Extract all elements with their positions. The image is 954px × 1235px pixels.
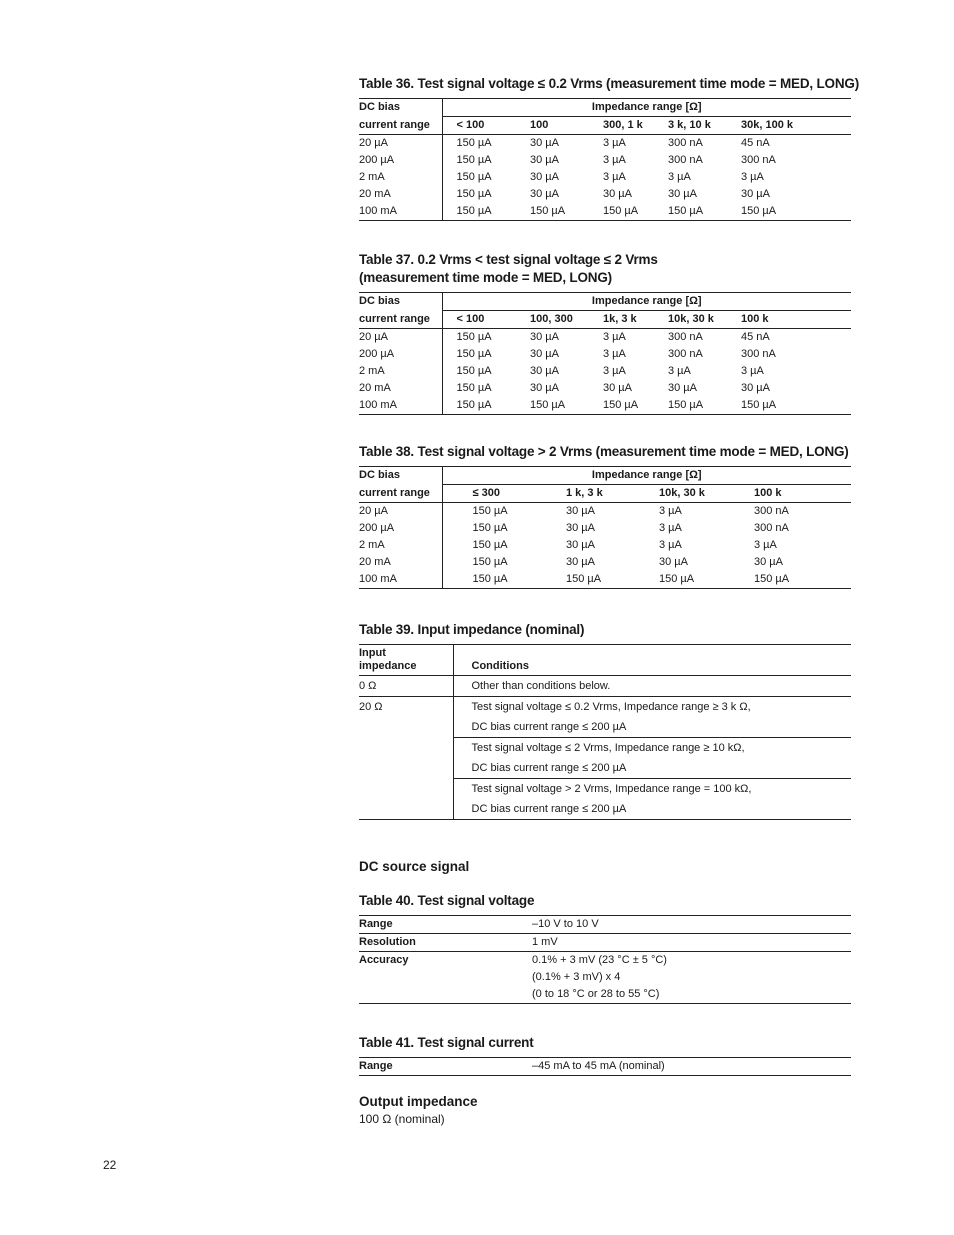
table-cell: 2 mA (359, 171, 385, 183)
table-cell: 30 µA (754, 556, 783, 568)
table-row (359, 537, 851, 554)
table-cell: 0.1% + 3 mV (23 °C ± 5 °C) (532, 952, 851, 970)
table39-header-line: Input (359, 647, 386, 659)
table38-col-header: ≤ 300 (442, 485, 566, 503)
table-cell: 20 Ω (359, 697, 453, 820)
table-cell: 150 µA (442, 503, 566, 521)
page-number: 22 (103, 1158, 117, 1172)
table36-col-header: < 100 (442, 117, 530, 135)
table-cell: 150 µA (442, 152, 530, 169)
table36-col-header: 3 k, 10 k (668, 117, 741, 135)
table-cell: 150 µA (530, 397, 603, 415)
table39-title: Table 39. Input impedance (nominal) (359, 622, 585, 637)
table-cell: 30 µA (530, 137, 559, 149)
table-row (359, 571, 851, 589)
table39-header-line: impedance (359, 660, 417, 672)
table-cell: 3 µA (668, 365, 691, 377)
table-cell: 30 µA (668, 382, 697, 394)
table38-group-header: Impedance range [Ω] (442, 467, 851, 485)
table-cell: 150 µA (603, 397, 668, 415)
table-cell: 3 µA (603, 171, 626, 183)
table-cell: 20 µA (359, 137, 388, 149)
table-cell: 150 µA (530, 203, 603, 221)
table-cell: 3 µA (659, 539, 682, 551)
table-cell: 3 µA (603, 137, 626, 149)
table37-col-header: 1k, 3 k (603, 311, 668, 329)
table37-col-header: 100, 300 (530, 311, 603, 329)
table-cell: 3 µA (659, 522, 682, 534)
table38-title: Table 38. Test signal voltage > 2 Vrms (measurement time mode = MED, LONG) (359, 444, 849, 459)
table-cell: 100 mA (359, 203, 442, 221)
table-cell: Test signal voltage ≤ 2 Vrms, Impedance range ≥ 10 kΩ, (453, 738, 851, 759)
table-cell: 200 µA (359, 154, 395, 166)
table-cell: 30 µA (603, 382, 632, 394)
table-cell: 3 µA (754, 539, 777, 551)
table-row (359, 329, 851, 347)
table-cell: 150 µA (442, 169, 530, 186)
table-cell: 150 µA (741, 397, 851, 415)
table-cell: 30 µA (603, 188, 632, 200)
table-cell: Test signal voltage > 2 Vrms, Impedance range = 100 kΩ, (453, 779, 851, 800)
table38-col-header: 100 k (754, 485, 851, 503)
table-cell: 150 µA (566, 571, 659, 589)
table41-title: Table 41. Test signal current (359, 1035, 534, 1050)
table-cell: 30 µA (530, 171, 559, 183)
table-row (359, 397, 851, 415)
table-cell: –10 V to 10 V (532, 916, 851, 934)
table-cell: 150 µA (442, 537, 566, 554)
table-cell: 30 µA (530, 365, 559, 377)
table38-header-current-range: current range (359, 485, 442, 503)
table36-header-current-range: current range (359, 117, 442, 135)
table-cell: Range (359, 916, 532, 934)
table-cell: 20 mA (359, 556, 391, 568)
table-cell: 20 mA (359, 382, 391, 394)
table38-header-dcbias: DC bias (359, 467, 442, 485)
table-cell: 150 µA (741, 203, 851, 221)
table-cell: 20 µA (359, 331, 388, 343)
table-cell: 100 mA (359, 397, 442, 415)
table-cell: 300 nA (754, 522, 789, 534)
table-cell: 20 mA (359, 188, 391, 200)
table-cell: Resolution (359, 934, 532, 952)
table-cell: 30 µA (530, 331, 559, 343)
table39 (359, 644, 851, 820)
table-cell: 30 µA (530, 188, 559, 200)
table-row (359, 169, 851, 186)
table-cell: Other than conditions below. (453, 676, 851, 697)
table-cell: 150 µA (668, 203, 741, 221)
table36-col-header: 100 (530, 117, 603, 135)
table37 (359, 292, 851, 415)
table-cell: 30 µA (530, 348, 559, 360)
output-impedance-value: 100 Ω (nominal) (359, 1112, 445, 1126)
table-row (359, 363, 851, 380)
table-cell: 30 µA (741, 188, 770, 200)
table-cell: 20 µA (359, 505, 388, 517)
table-cell: 3 µA (603, 331, 626, 343)
table-cell: Test signal voltage ≤ 0.2 Vrms, Impedance range ≥ 3 k Ω, (453, 697, 851, 718)
table37-col-header: 100 k (741, 311, 851, 329)
table-cell: 45 nA (741, 137, 770, 149)
table-cell: 150 µA (754, 571, 851, 589)
table-cell: 100 mA (359, 571, 442, 589)
table-cell: 3 µA (741, 365, 764, 377)
table-cell: 150 µA (442, 203, 530, 221)
table36-col-header: 300, 1 k (603, 117, 668, 135)
table37-header-current-range: current range (359, 311, 442, 329)
table39-header-conditions: Conditions (453, 645, 851, 676)
table-cell: 3 µA (603, 365, 626, 377)
table-row (359, 554, 851, 571)
table-row (359, 152, 851, 169)
table-cell: 30 µA (530, 382, 559, 394)
table-cell: 30 µA (530, 154, 559, 166)
table-cell: 200 µA (359, 348, 395, 360)
table40-title: Table 40. Test signal voltage (359, 893, 535, 908)
table-cell: 300 nA (668, 154, 703, 166)
table-row (359, 934, 851, 952)
table-cell: 150 µA (603, 203, 668, 221)
table-cell: 3 µA (659, 505, 682, 517)
table-cell: Accuracy (359, 952, 532, 970)
table-cell: 3 µA (668, 171, 691, 183)
table-cell: 2 mA (359, 365, 385, 377)
table-cell: 2 mA (359, 539, 385, 551)
output-impedance-heading: Output impedance (359, 1094, 478, 1109)
table-cell: Range (359, 1058, 532, 1076)
table-cell: 1 mV (532, 934, 851, 952)
table-row (359, 503, 851, 521)
table-row (359, 203, 851, 221)
table-row (359, 952, 851, 970)
table38-col-header: 10k, 30 k (659, 485, 754, 503)
table-cell: 150 µA (442, 346, 530, 363)
table38-col-header: 1 k, 3 k (566, 485, 659, 503)
table-cell: 3 µA (603, 348, 626, 360)
table36-title: Table 36. Test signal voltage ≤ 0.2 Vrms (measurement time mode = MED, LONG) (359, 76, 859, 91)
table-cell: DC bias current range ≤ 200 µA (453, 758, 851, 779)
table-cell: 150 µA (442, 554, 566, 571)
table41 (359, 1057, 851, 1076)
table-cell: 300 nA (741, 348, 776, 360)
table-cell: DC bias current range ≤ 200 µA (453, 717, 851, 738)
section-heading: DC source signal (359, 859, 470, 874)
table-cell: (0 to 18 °C or 28 to 55 °C) (532, 986, 851, 1004)
table-cell: 300 nA (754, 505, 789, 517)
table-cell: 45 nA (741, 331, 770, 343)
table37-header-dcbias: DC bias (359, 293, 442, 311)
table-cell: 150 µA (442, 571, 566, 589)
table-cell: 150 µA (442, 520, 566, 537)
table40 (359, 915, 851, 1004)
table-row (359, 186, 851, 203)
table39-header-input-impedance (359, 645, 453, 676)
table-row (359, 346, 851, 363)
table36 (359, 98, 851, 221)
table-row (359, 969, 851, 986)
table-row (359, 676, 851, 697)
table36-header-dcbias: DC bias (359, 99, 442, 117)
table-row (359, 520, 851, 537)
table-cell: 150 µA (442, 397, 530, 415)
table37-col-header: 10k, 30 k (668, 311, 741, 329)
table-cell: 30 µA (566, 556, 595, 568)
table-row (359, 697, 851, 718)
table-cell: 0 Ω (359, 676, 453, 697)
table-cell: 150 µA (442, 363, 530, 380)
table-cell: 30 µA (566, 539, 595, 551)
table-cell: 300 nA (668, 137, 703, 149)
table-cell: 200 µA (359, 522, 395, 534)
table-cell: 30 µA (566, 522, 595, 534)
table-row (359, 380, 851, 397)
table-cell: 30 µA (659, 556, 688, 568)
table37-group-header: Impedance range [Ω] (442, 293, 851, 311)
table-cell: 300 nA (668, 348, 703, 360)
table37-title-line2: (measurement time mode = MED, LONG) (359, 270, 612, 285)
table36-group-header: Impedance range [Ω] (442, 99, 851, 117)
table-cell: DC bias current range ≤ 200 µA (453, 799, 851, 820)
table37-title-line1: Table 37. 0.2 Vrms < test signal voltage ≤ 2 Vrms (359, 252, 658, 267)
table-cell: 3 µA (603, 154, 626, 166)
table-cell: 30 µA (566, 505, 595, 517)
table-row (359, 916, 851, 934)
table-row (359, 986, 851, 1004)
table-cell: 150 µA (442, 186, 530, 203)
table38 (359, 466, 851, 589)
table-row (359, 135, 851, 153)
table-cell: –45 mA to 45 mA (nominal) (532, 1058, 851, 1076)
table-cell: 30 µA (741, 382, 770, 394)
table-cell: 150 µA (659, 571, 754, 589)
table-cell: 150 µA (442, 329, 530, 347)
table37-col-header: < 100 (442, 311, 530, 329)
table-cell: 150 µA (442, 380, 530, 397)
table-cell: 300 nA (668, 331, 703, 343)
table-cell: 150 µA (668, 397, 741, 415)
table36-col-header: 30k, 100 k (741, 117, 851, 135)
table-cell: 150 µA (442, 135, 530, 153)
table-row (359, 1058, 851, 1076)
table-cell: 30 µA (668, 188, 697, 200)
table-cell: (0.1% + 3 mV) x 4 (532, 971, 621, 983)
table-cell: 300 nA (741, 154, 776, 166)
table-cell: 3 µA (741, 171, 764, 183)
